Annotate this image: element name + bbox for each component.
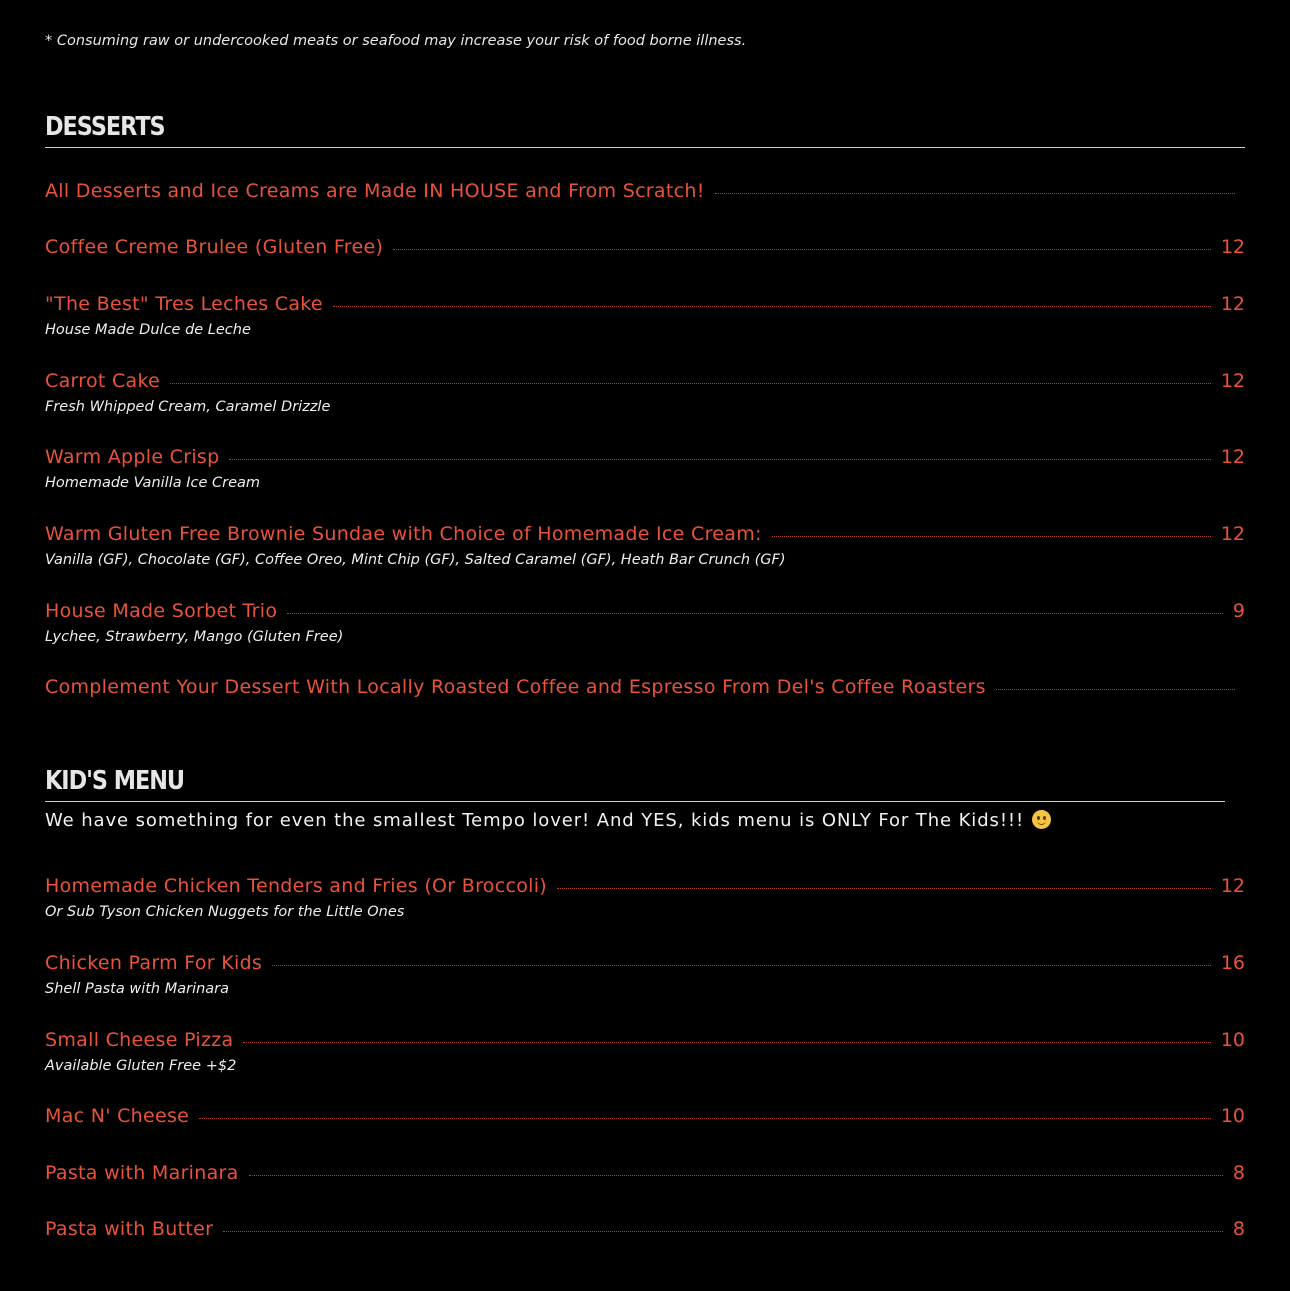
item-name: "The Best" Tres Leches Cake: [45, 293, 323, 315]
food-safety-disclaimer: * Consuming raw or undercooked meats or seafood may increase your risk of food borne illness.: [45, 33, 747, 49]
item-name: Warm Apple Crisp: [45, 446, 220, 468]
smiley-face-icon: [1032, 810, 1051, 829]
menu-item: [45, 522, 1245, 568]
dot-leader: [772, 536, 1211, 537]
item-price: 9: [1232, 600, 1245, 622]
menu-item: [45, 675, 1245, 699]
item-price: 10: [1220, 1105, 1245, 1127]
dot-leader: [287, 613, 1223, 614]
item-name: Homemade Chicken Tenders and Fries (Or Broccoli): [45, 875, 547, 897]
item-price: 12: [1220, 446, 1245, 468]
item-description: Fresh Whipped Cream, Caramel Drizzle: [45, 399, 331, 415]
dot-leader: [229, 459, 1210, 460]
menu-item: [45, 369, 1245, 415]
menu-item: [45, 235, 1245, 259]
kids-menu-intro: [45, 810, 1051, 831]
item-name: Small Cheese Pizza: [45, 1029, 234, 1051]
item-price: 12: [1220, 523, 1245, 545]
menu-item: [45, 1104, 1245, 1128]
item-name: Coffee Creme Brulee (Gluten Free): [45, 236, 384, 258]
item-price: 10: [1220, 1029, 1245, 1051]
item-description: Available Gluten Free +$2: [45, 1058, 237, 1074]
dot-leader: [199, 1118, 1211, 1119]
item-name: House Made Sorbet Trio: [45, 600, 278, 622]
item-description: Shell Pasta with Marinara: [45, 981, 230, 997]
item-name: All Desserts and Ice Creams are Made IN HOUSE and From Scratch!: [45, 180, 705, 202]
kids-menu-divider: [45, 801, 1225, 802]
item-description: Vanilla (GF), Chocolate (GF), Coffee Oreo, Mint Chip (GF), Salted Caramel (GF), Heath Bar Crunch (GF): [45, 552, 786, 568]
item-price: 12: [1220, 293, 1245, 315]
item-price: 16: [1220, 952, 1245, 974]
dot-leader: [715, 193, 1235, 194]
item-name: Carrot Cake: [45, 370, 161, 392]
dot-leader: [223, 1231, 1223, 1232]
item-price: 12: [1220, 875, 1245, 897]
kids-menu-intro-text: We have something for even the smallest Tempo lover! And YES, kids menu is ONLY For The Kids!!!: [45, 810, 1025, 831]
dot-leader: [272, 965, 1211, 966]
menu-item: [45, 599, 1245, 645]
item-name: Chicken Parm For Kids: [45, 952, 263, 974]
item-name: Complement Your Dessert With Locally Roasted Coffee and Espresso From Del's Coffee Roasters: [45, 676, 986, 698]
item-name: Mac N' Cheese: [45, 1105, 190, 1127]
item-description: Or Sub Tyson Chicken Nuggets for the Little Ones: [45, 904, 405, 920]
desserts-heading: DESSERTS: [45, 112, 165, 142]
menu-item: [45, 874, 1245, 920]
item-price: 12: [1220, 370, 1245, 392]
menu-item: [45, 1161, 1245, 1185]
item-description: House Made Dulce de Leche: [45, 322, 251, 338]
desserts-divider: [45, 147, 1245, 148]
menu-item: [45, 1028, 1245, 1074]
item-price: 8: [1232, 1162, 1245, 1184]
menu-item: [45, 179, 1245, 203]
dot-leader: [170, 383, 1211, 384]
item-name: Pasta with Marinara: [45, 1162, 239, 1184]
item-name: Pasta with Butter: [45, 1218, 214, 1240]
menu-item: [45, 445, 1245, 491]
menu-item: [45, 292, 1245, 338]
item-price: 12: [1220, 236, 1245, 258]
dot-leader: [996, 689, 1235, 690]
item-price: 8: [1232, 1218, 1245, 1240]
dot-leader: [249, 1175, 1223, 1176]
menu-item: [45, 951, 1245, 997]
item-description: Lychee, Strawberry, Mango (Gluten Free): [45, 629, 344, 645]
kids-menu-heading: KID'S MENU: [45, 766, 185, 796]
item-name: Warm Gluten Free Brownie Sundae with Choice of Homemade Ice Cream:: [45, 523, 762, 545]
item-description: Homemade Vanilla Ice Cream: [45, 475, 261, 491]
dot-leader: [333, 306, 1211, 307]
dot-leader: [557, 888, 1211, 889]
dot-leader: [393, 249, 1211, 250]
menu-item: [45, 1217, 1245, 1241]
dot-leader: [243, 1042, 1210, 1043]
